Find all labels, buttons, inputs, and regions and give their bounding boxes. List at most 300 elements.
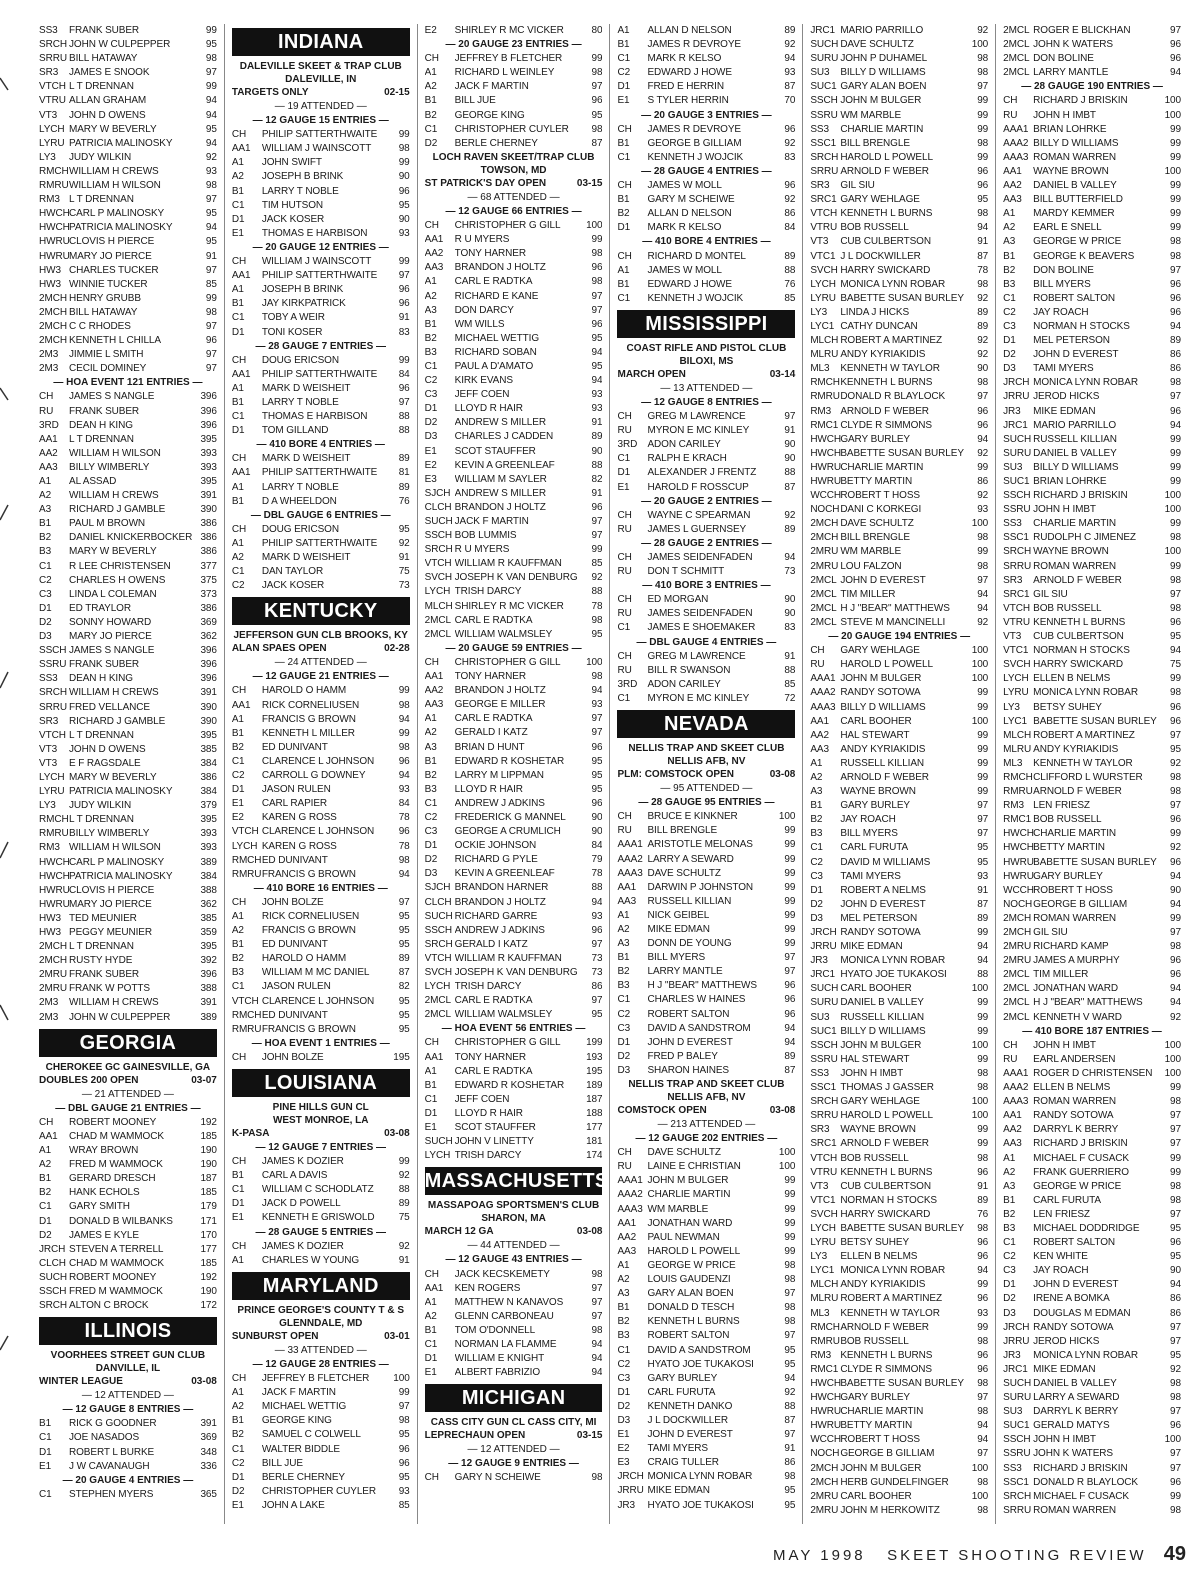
result-row xyxy=(1003,686,1181,700)
shooter-name: DONALD D TESCH xyxy=(647,1302,735,1314)
result-row xyxy=(617,565,795,579)
class-code: D3 xyxy=(617,1064,631,1076)
result-row xyxy=(425,346,603,360)
score: 80 xyxy=(591,25,603,36)
shooter-name: ARISTOTLE MELONAS xyxy=(647,839,753,851)
result-row xyxy=(232,938,410,952)
class-code: SSCH xyxy=(424,530,453,542)
result-row xyxy=(39,1186,217,1200)
shooter-name: TONY HARNER xyxy=(454,671,526,683)
result-row xyxy=(810,996,988,1010)
score: 97 xyxy=(1170,729,1181,741)
shooter-name: PATRICIA MALINOSKY xyxy=(69,786,173,798)
class-code: WCCH xyxy=(810,490,842,502)
result-row xyxy=(1003,193,1181,207)
score: 99 xyxy=(977,786,989,798)
shooter-name: H J "BEAR" MATTHEWS xyxy=(647,980,757,992)
score: 99 xyxy=(977,1011,989,1023)
score: 95 xyxy=(591,360,603,372)
shooter-name: BABETTE SUSAN BURLEY xyxy=(1033,715,1157,727)
event-date: 02-28 xyxy=(384,643,410,655)
class-code: 2MRU xyxy=(810,1504,839,1516)
result-row xyxy=(39,80,217,94)
result-row xyxy=(232,1197,410,1211)
shooter-name: KAREN G ROSS xyxy=(261,840,337,852)
result-row xyxy=(1003,1504,1181,1518)
result-row xyxy=(1003,1081,1181,1095)
shooter-name: MARK D WEISHEIT xyxy=(261,453,351,465)
class-code: AAA1 xyxy=(810,673,836,685)
result-row xyxy=(810,954,988,968)
shooter-name: JAMES K DOZIER xyxy=(261,1156,344,1168)
shooter-name: DANIEL B VALLEY xyxy=(1033,180,1117,192)
shooter-name: ROBERT A NELMS xyxy=(840,884,926,896)
score: 94 xyxy=(977,602,989,614)
result-row xyxy=(1003,1180,1181,1194)
gauge-section-heading: — 12 GAUGE 8 ENTRIES — xyxy=(62,1404,194,1416)
score: 391 xyxy=(200,490,217,502)
shooter-name: GARY WEHLAGE xyxy=(840,1096,920,1108)
class-code: AAA2 xyxy=(1003,1082,1029,1094)
class-code: B1 xyxy=(1003,250,1016,262)
score: 188 xyxy=(586,1107,603,1119)
score: 96 xyxy=(1170,39,1181,51)
result-row xyxy=(1003,433,1181,447)
score: 189 xyxy=(586,1079,603,1091)
shooter-name: JOHN V LINETTY xyxy=(454,1136,534,1148)
result-row xyxy=(1003,1109,1181,1123)
result-row xyxy=(232,995,410,1009)
class-code: C1 xyxy=(231,755,245,767)
score: 87 xyxy=(398,967,410,979)
score: 92 xyxy=(784,137,796,149)
shooter-name: CARL P MALINOSKY xyxy=(69,208,165,220)
score: 90 xyxy=(1170,1265,1181,1277)
class-code: B1 xyxy=(231,298,244,310)
score: 172 xyxy=(200,1300,217,1312)
result-row xyxy=(1003,841,1181,855)
shooter-name: GERALD MATYS xyxy=(1033,1420,1110,1432)
result-row xyxy=(1003,954,1181,968)
score: 97 xyxy=(591,1296,603,1308)
result-row xyxy=(810,1152,988,1166)
result-row xyxy=(39,1243,217,1257)
score: 193 xyxy=(586,1051,603,1063)
shooter-name: J L DOCKWILLER xyxy=(840,250,921,262)
result-row xyxy=(1003,856,1181,870)
class-code: VTCH xyxy=(39,81,66,93)
class-code: A1 xyxy=(39,1145,52,1157)
result-row xyxy=(232,1386,410,1400)
result-row xyxy=(39,109,217,123)
score: 90 xyxy=(977,363,989,375)
shooter-name: LARRY A SEWARD xyxy=(1033,1392,1120,1404)
class-code: D2 xyxy=(810,898,823,910)
class-code: 2MCH xyxy=(39,292,67,304)
result-row xyxy=(232,727,410,741)
shooter-name: ALTON C BROCK xyxy=(69,1300,149,1312)
result-row xyxy=(39,292,217,306)
score: 90 xyxy=(591,811,603,823)
class-code: A2 xyxy=(1003,222,1016,234)
result-row xyxy=(810,1419,988,1433)
result-row xyxy=(232,1499,410,1513)
score: 98 xyxy=(1170,1096,1181,1108)
result-row xyxy=(810,729,988,743)
result-row xyxy=(810,179,988,193)
shooter-name: ARNOLD F WEBER xyxy=(840,165,929,177)
shooter-name: TRISH DARCY xyxy=(454,586,522,598)
class-code: RMC1 xyxy=(810,419,839,431)
shooter-name: JEROD HICKS xyxy=(1033,391,1100,403)
class-code: JRCH xyxy=(39,1243,66,1255)
result-row xyxy=(810,701,988,715)
result-row xyxy=(810,870,988,884)
class-code: VTC1 xyxy=(810,250,836,262)
score: 94 xyxy=(591,685,603,697)
score: 95 xyxy=(398,1009,410,1021)
shooter-name: JOHN M BULGER xyxy=(840,1462,922,1474)
class-code: D2 xyxy=(1003,349,1016,361)
shooter-name: DARWIN P JOHNSTON xyxy=(647,881,754,893)
score: 190 xyxy=(200,1285,217,1297)
shooter-name: RALPH E KRACH xyxy=(647,453,727,465)
result-row xyxy=(39,1011,217,1025)
shooter-name: GARY BURLEY xyxy=(1033,870,1103,882)
shooter-name: KENNETH L MILLER xyxy=(261,727,355,739)
class-code: NOCH xyxy=(1003,898,1033,910)
score: 94 xyxy=(591,346,603,358)
class-code: SS3 xyxy=(39,25,58,36)
shooter-name: NORMAN H STOCKS xyxy=(1033,320,1130,332)
result-row xyxy=(617,551,795,565)
class-code: VTRU xyxy=(810,222,838,234)
class-code: VTCH xyxy=(810,208,838,220)
shooter-name: KENNETH L CHILLA xyxy=(69,335,161,347)
shooter-name: JAY ROACH xyxy=(1033,306,1089,318)
score: 89 xyxy=(977,1194,989,1206)
result-row xyxy=(39,531,217,545)
shooter-name: BILL MYERS xyxy=(647,952,706,964)
class-code: AA1 xyxy=(231,467,251,479)
shooter-name: JOHN SWIFT xyxy=(261,157,322,169)
shooter-name: JEFF COEN xyxy=(454,1093,510,1105)
result-row xyxy=(425,741,603,755)
class-code: RU xyxy=(617,664,632,676)
class-code: RM3 xyxy=(810,405,832,417)
result-row xyxy=(425,1036,603,1050)
result-row xyxy=(1003,376,1181,390)
score: 99 xyxy=(398,727,410,739)
score: 95 xyxy=(784,1499,796,1511)
shooter-name: JOHN D EVEREST xyxy=(840,898,926,910)
shooter-name: CECIL DOMINEY xyxy=(69,363,147,375)
result-row xyxy=(39,334,217,348)
class-code: AA1 xyxy=(231,368,251,380)
class-code: B1 xyxy=(617,137,630,149)
class-code: 2MCL xyxy=(1003,53,1030,65)
shooter-name: NICK GEIBEL xyxy=(647,909,710,921)
shooter-name: JEFFREY B FLETCHER xyxy=(454,53,563,65)
result-row xyxy=(39,870,217,884)
class-code: CH xyxy=(424,1037,439,1049)
score: 93 xyxy=(977,1307,989,1319)
result-row xyxy=(39,517,217,531)
class-code: B2 xyxy=(1003,1208,1016,1220)
class-code: 2MCL xyxy=(424,995,451,1007)
class-code: SRRU xyxy=(1003,1504,1032,1516)
class-code: 2MCH xyxy=(810,532,839,544)
shooter-name: CHRISTOPHER CUYLER xyxy=(261,1485,376,1497)
result-row xyxy=(810,1081,988,1095)
score: 99 xyxy=(784,909,796,921)
score: 94 xyxy=(1170,983,1181,995)
result-row xyxy=(1003,1321,1181,1335)
score: 94 xyxy=(1170,645,1181,657)
shooter-name: JAMES A MURPHY xyxy=(1033,955,1120,967)
shooter-name: CHARLIE MARTIN xyxy=(647,1189,731,1201)
score: 369 xyxy=(200,616,217,628)
shooter-name: ROMAN WARREN xyxy=(1033,560,1117,572)
result-row xyxy=(1003,1208,1181,1222)
score: 99 xyxy=(1170,447,1181,459)
event-title-row xyxy=(425,1429,603,1443)
results-column-2 xyxy=(225,24,418,1524)
shooter-name: GEORGE B GILLIAM xyxy=(647,137,742,149)
class-code: C1 xyxy=(231,981,245,993)
class-code: MLCH xyxy=(424,600,453,612)
class-code: B1 xyxy=(424,95,437,107)
result-row xyxy=(39,390,217,404)
event-date: 03-14 xyxy=(769,368,796,380)
shooter-name: BABETTE SUSAN BURLEY xyxy=(840,447,964,459)
shooter-name: MONICA LYNN ROBAR xyxy=(1033,1349,1138,1361)
score: 98 xyxy=(977,278,989,290)
shooter-name: BILLY D WILLIAMS xyxy=(840,701,926,713)
score: 99 xyxy=(977,151,989,163)
score: 95 xyxy=(1170,1222,1181,1234)
event-date: 03-08 xyxy=(769,1105,796,1116)
score: 98 xyxy=(398,143,410,155)
class-code: A2 xyxy=(231,925,244,937)
score: 97 xyxy=(1170,1208,1181,1220)
result-row xyxy=(617,678,795,692)
class-code: NOCH xyxy=(810,1448,840,1460)
result-row xyxy=(617,1414,795,1428)
result-row xyxy=(232,868,410,882)
shooter-name: JOHN K WATERS xyxy=(1033,39,1113,51)
result-row xyxy=(810,644,988,658)
shooter-name: FRANCIS G BROWN xyxy=(261,925,356,937)
event-name: TARGETS ONLY xyxy=(231,87,309,98)
shooter-name: TIM HUTSON xyxy=(261,199,324,211)
score: 99 xyxy=(1170,518,1181,530)
score: 98 xyxy=(591,671,603,683)
shooter-name: HAROLD L POWELL xyxy=(840,151,933,163)
result-row xyxy=(39,898,217,912)
shooter-name: CHARLES W YOUNG xyxy=(261,1254,360,1266)
class-code: A3 xyxy=(617,938,630,950)
result-row xyxy=(425,290,603,304)
score: 96 xyxy=(398,284,410,296)
result-row xyxy=(1003,715,1181,729)
result-row xyxy=(810,503,988,517)
result-row xyxy=(810,52,988,66)
result-row xyxy=(810,813,988,827)
shooter-name: PATRICIA MALINOSKY xyxy=(69,137,173,149)
class-code: C1 xyxy=(617,692,631,704)
result-row xyxy=(39,278,217,292)
shooter-name: LLOYD R HAIR xyxy=(454,783,523,795)
result-row xyxy=(810,1222,988,1236)
result-row xyxy=(810,799,988,813)
score: 96 xyxy=(1170,1420,1181,1432)
state-heading: KENTUCKY xyxy=(232,597,410,625)
class-code: C1 xyxy=(231,1184,245,1196)
class-code: A1 xyxy=(617,25,630,36)
score: 99 xyxy=(205,292,217,304)
class-code: A1 xyxy=(231,284,244,296)
shooter-name: BETTY MARTIN xyxy=(1033,842,1105,854)
result-row xyxy=(617,1358,795,1372)
score: 94 xyxy=(398,770,410,782)
class-code: D3 xyxy=(810,912,823,924)
result-row xyxy=(232,1372,410,1386)
shooter-name: BILL JUE xyxy=(454,95,496,107)
class-code: AA1 xyxy=(39,433,58,445)
score: 99 xyxy=(1170,1490,1181,1502)
class-code: C1 xyxy=(1003,292,1016,304)
shooter-name: JOHN M BULGER xyxy=(647,1175,729,1187)
class-code: C2 xyxy=(1003,1251,1016,1263)
class-code: RMCH xyxy=(39,165,69,177)
result-row xyxy=(810,602,988,616)
shooter-name: RUSTY HYDE xyxy=(69,955,133,967)
result-row xyxy=(232,797,410,811)
score: 86 xyxy=(1170,349,1181,361)
shooter-name: RANDY SOTOWA xyxy=(1033,1321,1114,1333)
class-code: B1 xyxy=(1003,1194,1016,1206)
shooter-name: KENNETH L BURNS xyxy=(840,377,933,389)
score: 100 xyxy=(971,659,989,671)
score: 100 xyxy=(1164,546,1181,558)
class-code: RU xyxy=(39,405,54,417)
result-row xyxy=(1003,785,1181,799)
shooter-name: WILLIAM H WILSON xyxy=(69,180,161,192)
score: 199 xyxy=(586,1037,603,1049)
shooter-name: GARY WEHLAGE xyxy=(840,645,920,657)
result-row xyxy=(617,466,795,480)
class-code: SU3 xyxy=(810,67,830,79)
shooter-name: DAN TAYLOR xyxy=(261,566,324,578)
shooter-name: TOM GILLAND xyxy=(261,425,329,437)
score: 86 xyxy=(1170,1293,1181,1305)
score: 97 xyxy=(977,828,989,840)
result-row xyxy=(617,52,795,66)
class-code: C1 xyxy=(39,1432,52,1444)
score: 94 xyxy=(1170,870,1181,882)
score: 94 xyxy=(977,433,989,445)
class-code: D1 xyxy=(424,1107,438,1119)
shooter-name: JAMES SEIDENFADEN xyxy=(647,552,753,563)
shooter-name: HAROLD L POWELL xyxy=(647,1245,741,1257)
class-code: B3 xyxy=(810,828,823,840)
class-code: RU xyxy=(617,825,632,837)
shooter-name: GARY BURLEY xyxy=(840,800,910,812)
result-row xyxy=(39,123,217,137)
shooter-name: RICHARD G PYLE xyxy=(454,854,538,866)
score: 395 xyxy=(200,433,217,445)
result-row xyxy=(425,867,603,881)
score: 99 xyxy=(977,1279,989,1291)
class-code: 2MCL xyxy=(1003,997,1030,1009)
shooter-name: CARL BOOHER xyxy=(840,983,912,995)
result-row xyxy=(425,1310,603,1324)
score: 99 xyxy=(398,129,410,141)
club-heading: TOWSON, MD xyxy=(480,164,547,176)
score: 99 xyxy=(1170,560,1181,572)
class-code: VT3 xyxy=(1003,631,1022,643)
score: 100 xyxy=(971,1096,989,1108)
shooter-name: PATRICIA MALINOSKY xyxy=(69,222,173,234)
class-code: D1 xyxy=(39,602,52,614)
result-row xyxy=(810,1095,988,1109)
score: 91 xyxy=(784,1443,796,1455)
result-row xyxy=(1003,1391,1181,1405)
score: 99 xyxy=(784,1231,796,1243)
shooter-name: CARL RAPIER xyxy=(261,798,328,810)
gauge-section-heading: — 12 GAUGE 9 ENTRIES — xyxy=(448,1458,579,1470)
class-code: LYC1 xyxy=(810,1265,835,1277)
score: 100 xyxy=(1164,165,1181,177)
score: 94 xyxy=(591,1338,603,1350)
class-code: SSCH xyxy=(1003,1434,1031,1446)
class-code: E1 xyxy=(617,95,630,107)
shooter-name: L T DRENNAN xyxy=(69,433,134,445)
shooter-name: JOHN A LAKE xyxy=(261,1499,325,1511)
score: 96 xyxy=(977,1363,989,1375)
class-code: AA3 xyxy=(39,461,58,473)
shooter-name: JOHN M HERKOWITZ xyxy=(840,1504,940,1516)
score: 96 xyxy=(205,335,217,347)
class-code: VTCH xyxy=(1003,602,1030,614)
class-code: SS3 xyxy=(810,123,829,135)
score: 97 xyxy=(205,194,217,206)
score: 100 xyxy=(971,645,989,657)
club-heading: CASS CITY GUN CL CASS CITY, MI xyxy=(430,1417,597,1429)
class-code: SSC1 xyxy=(810,137,837,149)
shooter-name: STEVEN A TERRELL xyxy=(69,1243,164,1255)
class-code: 3RD xyxy=(617,678,638,690)
class-code: B2 xyxy=(424,769,437,781)
shooter-name: GARY SMITH xyxy=(69,1201,130,1213)
score: 98 xyxy=(591,1268,603,1280)
score: 73 xyxy=(591,967,603,978)
score: 91 xyxy=(398,312,410,324)
class-code: 2MCL xyxy=(424,1009,451,1021)
score: 92 xyxy=(784,509,796,521)
class-code: MLRU xyxy=(1003,743,1032,755)
class-code: SUCH xyxy=(424,1136,453,1148)
score: 97 xyxy=(1170,1462,1181,1474)
gauge-section-heading: — HOA EVENT 1 ENTRIES — xyxy=(251,1037,390,1049)
class-code: SRC1 xyxy=(810,1138,837,1150)
shooter-name: PAUL M BROWN xyxy=(69,518,146,530)
result-row xyxy=(425,712,603,726)
class-code: C2 xyxy=(424,375,438,387)
shooter-name: JOHN BOLZE xyxy=(261,896,324,908)
score: 94 xyxy=(977,588,989,600)
